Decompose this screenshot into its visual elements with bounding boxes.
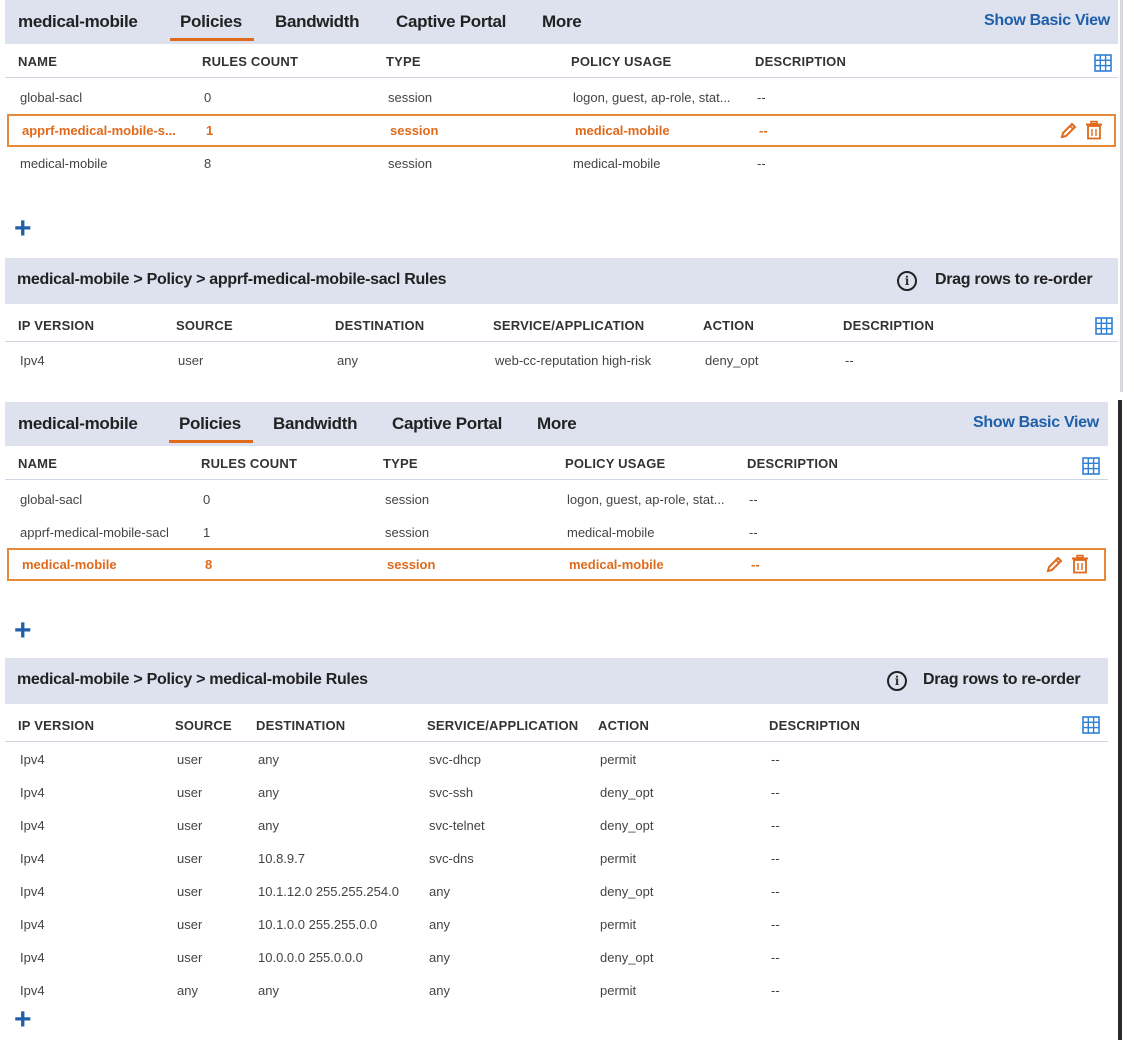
policy-rules-count: 0	[204, 90, 212, 105]
rules-table-header	[5, 708, 1108, 742]
col-action[interactable]: ACTION	[598, 718, 650, 733]
delete-trash-icon[interactable]	[1071, 554, 1089, 574]
policy-name: apprf-medical-mobile-sacl	[20, 525, 169, 540]
col-ip-version[interactable]: IP VERSION	[18, 318, 95, 333]
rule-source: user	[177, 950, 203, 965]
rule-destination: 10.1.12.0 255.255.254.0	[258, 884, 399, 899]
policy-usage: logon, guest, ap-role, stat...	[567, 492, 725, 507]
rule-service: svc-dns	[429, 851, 474, 866]
tab-policies[interactable]: Policies	[180, 12, 242, 31]
policy-usage: medical-mobile	[573, 156, 661, 171]
col-source[interactable]: SOURCE	[176, 318, 233, 333]
rule-row[interactable]	[5, 941, 1108, 974]
rule-source: user	[178, 353, 204, 368]
rule-action: deny_opt	[705, 353, 759, 368]
column-grid-icon[interactable]	[1082, 716, 1100, 734]
policy-name: global-sacl	[20, 492, 83, 507]
policy-rules-count: 8	[205, 557, 213, 572]
rule-action: permit	[600, 851, 637, 866]
info-icon: i	[897, 271, 917, 291]
nav-title: medical-mobile	[18, 414, 138, 433]
rule-destination: 10.1.0.0 255.255.0.0	[258, 917, 378, 932]
policies-panel-top	[5, 0, 1118, 392]
policy-row[interactable]	[5, 516, 1108, 549]
policy-row-selected[interactable]	[7, 548, 1106, 581]
rule-service: any	[429, 983, 450, 998]
col-service[interactable]: SERVICE/APPLICATION	[427, 718, 579, 733]
col-ip-version[interactable]: IP VERSION	[18, 718, 95, 733]
rule-destination: any	[337, 353, 358, 368]
policy-description: --	[749, 492, 758, 507]
rule-ip-version: Ipv4	[20, 917, 45, 932]
column-grid-icon[interactable]	[1082, 457, 1100, 475]
rule-row[interactable]	[5, 776, 1108, 809]
policy-usage: medical-mobile	[567, 525, 655, 540]
delete-trash-icon[interactable]	[1085, 120, 1103, 140]
policy-name: medical-mobile	[20, 156, 108, 171]
rule-action: deny_opt	[600, 884, 654, 899]
rule-description: --	[771, 752, 780, 767]
rule-row[interactable]	[5, 842, 1108, 875]
rule-ip-version: Ipv4	[20, 353, 45, 368]
rule-source: any	[177, 983, 198, 998]
policy-rules-count: 1	[203, 525, 211, 540]
rule-row[interactable]	[5, 875, 1108, 908]
tab-more[interactable]: More	[537, 414, 577, 433]
rule-service: any	[429, 950, 450, 965]
rule-ip-version: Ipv4	[20, 818, 45, 833]
policy-usage: medical-mobile	[575, 123, 670, 138]
rule-service: svc-dhcp	[429, 752, 482, 767]
rule-ip-version: Ipv4	[20, 851, 45, 866]
show-basic-view-link[interactable]: Show Basic View	[973, 414, 1099, 431]
rule-ip-version: Ipv4	[20, 950, 45, 965]
policy-name: global-sacl	[20, 90, 83, 105]
add-rule-button[interactable]: +	[14, 1003, 32, 1036]
rule-description: --	[771, 818, 780, 833]
drag-hint: Drag rows to re-order	[935, 271, 1093, 288]
add-policy-button[interactable]: +	[14, 614, 32, 647]
rule-description: --	[771, 950, 780, 965]
rule-action: deny_opt	[600, 818, 654, 833]
policy-description: --	[759, 123, 768, 138]
rule-service: any	[429, 917, 450, 932]
column-grid-icon[interactable]	[1095, 317, 1113, 335]
rule-action: permit	[600, 983, 637, 998]
col-policy-usage[interactable]: POLICY USAGE	[565, 456, 666, 471]
rule-destination: 10.0.0.0 255.0.0.0	[258, 950, 363, 965]
policy-rules-count: 0	[203, 492, 211, 507]
row-actions	[1059, 120, 1103, 140]
rule-service: svc-telnet	[429, 818, 485, 833]
tab-policies[interactable]: Policies	[179, 414, 241, 433]
policy-name: medical-mobile	[22, 557, 117, 572]
nav-title: medical-mobile	[18, 12, 138, 31]
row-actions	[1045, 554, 1089, 574]
col-type[interactable]: TYPE	[386, 54, 421, 69]
policy-row-selected[interactable]	[7, 114, 1116, 147]
policies-table-header	[5, 44, 1118, 78]
rule-action: permit	[600, 752, 637, 767]
tab-bandwidth[interactable]: Bandwidth	[275, 12, 360, 31]
rules-breadcrumb-title: medical-mobile > Policy > apprf-medical-mobile-sacl Rules	[17, 271, 447, 288]
col-action[interactable]: ACTION	[703, 318, 755, 333]
rule-source: user	[177, 884, 203, 899]
col-service[interactable]: SERVICE/APPLICATION	[493, 318, 645, 333]
rule-description: --	[771, 884, 780, 899]
rule-row[interactable]	[5, 974, 1108, 1007]
drag-hint: Drag rows to re-order	[923, 671, 1081, 688]
policy-usage: logon, guest, ap-role, stat...	[573, 90, 731, 105]
rule-service: any	[429, 884, 450, 899]
policy-rules-count: 1	[206, 123, 214, 138]
rule-description: --	[845, 353, 854, 368]
scrollbar-track-top[interactable]	[1120, 0, 1123, 392]
policy-row[interactable]	[5, 147, 1118, 180]
rule-description: --	[771, 851, 780, 866]
rule-ip-version: Ipv4	[20, 884, 45, 899]
policy-name: apprf-medical-mobile-s...	[22, 123, 176, 138]
rule-action: permit	[600, 917, 637, 932]
rule-description: --	[771, 785, 780, 800]
rule-source: user	[177, 917, 203, 932]
rule-destination: any	[258, 785, 279, 800]
tab-bandwidth[interactable]: Bandwidth	[273, 414, 358, 433]
rule-description: --	[771, 983, 780, 998]
top-nav-bar	[5, 0, 1118, 44]
col-description[interactable]: DESCRIPTION	[769, 718, 861, 733]
policy-type: session	[385, 492, 430, 507]
col-description[interactable]: DESCRIPTION	[747, 456, 839, 471]
policy-description: --	[757, 156, 766, 171]
rule-row[interactable]	[5, 344, 1118, 377]
policy-description: --	[751, 557, 760, 572]
policy-type: session	[385, 525, 430, 540]
rule-service: svc-ssh	[429, 785, 474, 800]
policy-rules-count: 8	[204, 156, 212, 171]
tab-more[interactable]: More	[542, 12, 582, 31]
policy-description: --	[757, 90, 766, 105]
col-destination[interactable]: DESTINATION	[335, 318, 425, 333]
policy-type: session	[388, 90, 433, 105]
show-basic-view-link[interactable]: Show Basic View	[984, 12, 1110, 29]
policy-type: session	[390, 123, 439, 138]
tab-captive-portal[interactable]: Captive Portal	[396, 12, 507, 31]
col-policy-usage[interactable]: POLICY USAGE	[571, 54, 672, 69]
col-name[interactable]: NAME	[18, 456, 58, 471]
col-rules-count[interactable]: RULES COUNT	[202, 54, 299, 69]
col-name[interactable]: NAME	[18, 54, 58, 69]
edit-pencil-icon[interactable]	[1059, 120, 1079, 140]
rule-ip-version: Ipv4	[20, 785, 45, 800]
rule-row[interactable]	[5, 743, 1108, 776]
policy-usage: medical-mobile	[569, 557, 664, 572]
rules-table-header	[5, 308, 1118, 342]
rule-ip-version: Ipv4	[20, 983, 45, 998]
rule-row[interactable]	[5, 908, 1108, 941]
rule-destination: 10.8.9.7	[258, 851, 305, 866]
rule-row[interactable]	[5, 809, 1108, 842]
policy-row[interactable]	[5, 483, 1108, 516]
policy-row[interactable]	[5, 81, 1118, 114]
policy-description: --	[749, 525, 758, 540]
edit-pencil-icon[interactable]	[1045, 554, 1065, 574]
policies-panel-bottom	[5, 402, 1108, 1042]
rule-source: user	[177, 785, 203, 800]
col-destination[interactable]: DESTINATION	[256, 718, 346, 733]
rule-ip-version: Ipv4	[20, 752, 45, 767]
rule-action: deny_opt	[600, 785, 654, 800]
rules-section-header	[5, 658, 1108, 704]
rules-section-header	[5, 258, 1118, 304]
policy-type: session	[388, 156, 433, 171]
info-icon: i	[887, 671, 907, 691]
rule-description: --	[771, 917, 780, 932]
col-type[interactable]: TYPE	[383, 456, 418, 471]
rule-source: user	[177, 752, 203, 767]
rule-source: user	[177, 818, 203, 833]
rule-action: deny_opt	[600, 950, 654, 965]
rule-destination: any	[258, 818, 279, 833]
policies-table-header	[5, 446, 1108, 480]
rules-breadcrumb-title: medical-mobile > Policy > medical-mobile Rules	[17, 671, 368, 688]
policy-type: session	[387, 557, 436, 572]
rule-destination: any	[258, 752, 279, 767]
rule-service: web-cc-reputation high-risk	[495, 353, 652, 368]
scrollbar-track-bottom[interactable]	[1118, 400, 1122, 1040]
tab-captive-portal[interactable]: Captive Portal	[392, 414, 503, 433]
rule-source: user	[177, 851, 203, 866]
col-description[interactable]: DESCRIPTION	[843, 318, 935, 333]
rule-destination: any	[258, 983, 279, 998]
col-source[interactable]: SOURCE	[175, 718, 232, 733]
column-grid-icon[interactable]	[1094, 54, 1112, 72]
col-rules-count[interactable]: RULES COUNT	[201, 456, 298, 471]
add-policy-button[interactable]: +	[14, 212, 32, 245]
col-description[interactable]: DESCRIPTION	[755, 54, 847, 69]
top-nav-bar	[5, 402, 1108, 446]
